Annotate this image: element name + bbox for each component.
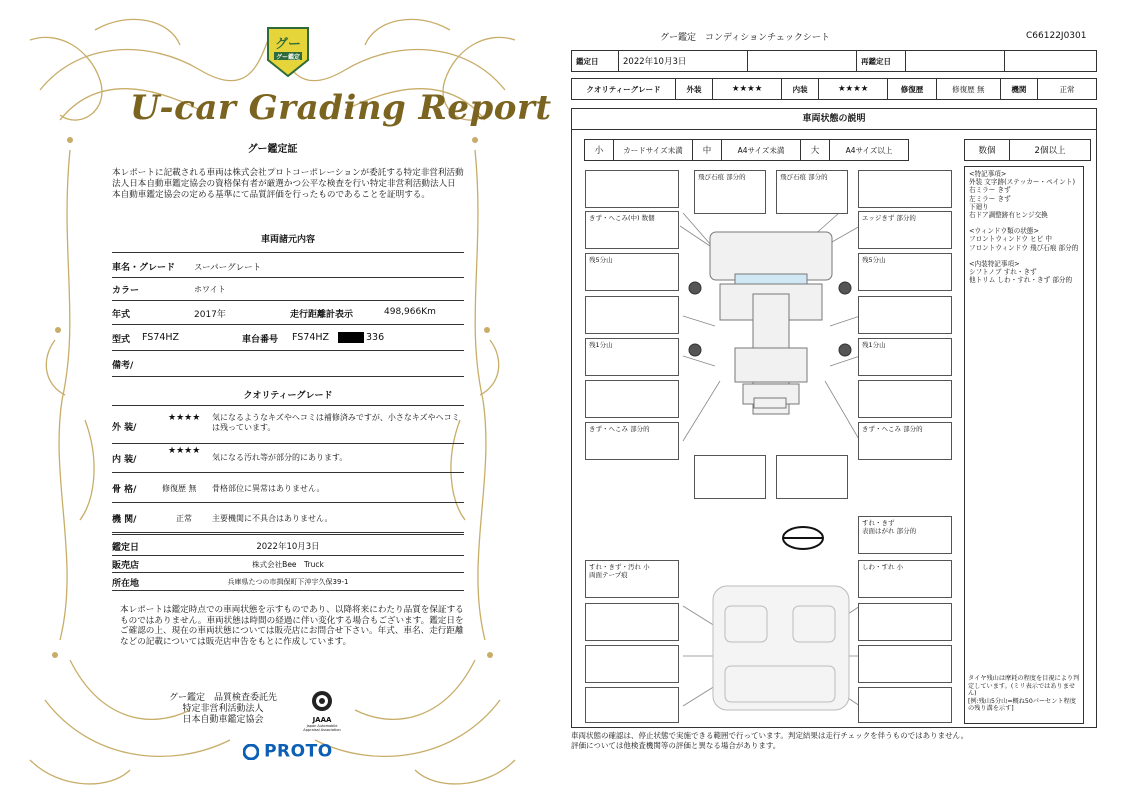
count-legend-table <box>964 139 1091 161</box>
jaaa-logo: JAAA Japan Automobile Appraisal Association <box>300 690 344 732</box>
model-row <box>112 324 464 351</box>
condition-box <box>585 380 679 418</box>
address-label: 所在地 <box>112 579 140 589</box>
grading-certificate <box>0 0 552 800</box>
engine-label: 機 関/ <box>112 515 137 525</box>
frame-row <box>112 472 464 503</box>
note-line: 他トリム しわ・すれ・きず 部分的 <box>969 276 1073 285</box>
sheet-code: C66122J0301 <box>1026 31 1087 41</box>
note-line: 左ミラー きず <box>969 194 1011 203</box>
dealer-value: 株式会社Bee Truck <box>252 560 324 569</box>
int-value: ★★★★ <box>819 79 888 100</box>
color-value: ホワイト <box>194 285 226 294</box>
condition-title: 車両状態の説明 <box>571 108 1097 130</box>
frame-value: 修復歴 無 <box>162 484 197 493</box>
engine-value: 正常 <box>176 514 192 523</box>
condition-box <box>585 687 679 723</box>
condition-box <box>585 170 679 208</box>
sheet-title: グー鑑定 コンディションチェックシート <box>660 33 830 43</box>
frame-label: 骨 格/ <box>112 485 137 495</box>
year-value: 2017年 <box>194 310 226 320</box>
condition-box: きず・へこみ 部分的 <box>858 422 952 460</box>
certificate-footer-note: 本レポートは鑑定時点での車両状態を示すものであり、以降将来にわたり品質を保証するものではありません。車両状態は時間の経過に伴い変化する場合もございます。鑑定日をご確認の上、現在の車両状態については販売店にお問合せ下さい。年式、車名、走行距離などの記載については販売店申告をもとに作成しています。 <box>120 605 464 647</box>
condition-box <box>858 170 952 208</box>
count-label: 数個 <box>965 140 1010 161</box>
year-row <box>112 300 464 325</box>
condition-box <box>858 645 952 683</box>
condition-box <box>585 645 679 683</box>
size-mid-desc: A4サイズ未満 <box>722 140 801 161</box>
note-line: <ウィンドウ類の状態> <box>969 227 1039 236</box>
condition-box <box>776 455 848 499</box>
note-line: 下廻り <box>969 202 989 211</box>
color-row <box>112 276 464 301</box>
size-small: 小 <box>585 140 614 161</box>
engine-value: 正常 <box>1038 79 1097 100</box>
condition-box: 残5分山 <box>585 253 679 291</box>
condition-box: すれ・きず 表面はがれ 部分的 <box>858 516 952 554</box>
reinspect-value <box>906 51 1005 72</box>
jaaa-emblem-icon <box>311 690 333 712</box>
year-label: 年式 <box>112 310 131 320</box>
note-line: 右ドア調整跡有ヒンジ交換 <box>969 211 1048 220</box>
proto-mark-icon <box>243 744 259 760</box>
size-mid: 中 <box>693 140 722 161</box>
proto-logo: PROTO <box>243 741 333 762</box>
frame-text: 骨格部位に異常はありません。 <box>212 484 325 493</box>
condition-box: 飛び石痕 部分的 <box>694 170 766 214</box>
certificate-intro: 本レポートに記載される車両は株式会社プロトコーポレーションが委託する特定非営利活動法人日本自動車鑑定協会の資格保有者が厳選かつ公平な検査を行い特定非営利活動法人日本自動車鑑定協会の定める基準にて品質評価を行ったものであることを証明する。 <box>112 168 464 200</box>
condition-box: 残1分山 <box>858 338 952 376</box>
interior-label: 内 装/ <box>112 455 137 465</box>
sheet-disclaimer <box>571 731 968 750</box>
condition-box: 飛び石痕 部分的 <box>776 170 848 214</box>
int-label: 内装 <box>782 79 819 100</box>
inspect-date-label: 鑑定日 <box>572 51 619 72</box>
exterior-row <box>112 405 464 444</box>
goo-appraisal-badge <box>264 26 312 78</box>
steering-wheel-icon <box>783 527 823 549</box>
condition-box <box>858 380 952 418</box>
note-line: フロントウィンドウ ヒビ 中 <box>969 235 1052 244</box>
engine-label: 機関 <box>1000 79 1037 100</box>
address-row <box>112 572 464 591</box>
condition-box: すれ・きず・汚れ 小 両面テープ痕 <box>585 560 679 598</box>
chassis-prefix: FS74HZ <box>292 332 330 343</box>
assoc-line3: 日本自動車鑑定協会 <box>182 715 264 725</box>
note-line <box>969 252 1083 260</box>
size-large-desc: A4サイズ以上 <box>830 140 909 161</box>
condition-box: しわ・すれ 小 <box>858 560 952 598</box>
remarks-label: 備考/ <box>112 361 134 371</box>
condition-box <box>585 603 679 641</box>
disclaimer-line2: 評価については他検査機関等の評価と異なる場合があります。 <box>571 740 781 750</box>
chassis-label: 車台番号 <box>242 335 279 345</box>
interior-stars: ★★★★ <box>168 446 201 456</box>
mileage-label: 走行距離計表示 <box>290 310 354 320</box>
car-name-row <box>112 252 464 278</box>
quality-grade-table <box>571 78 1097 100</box>
dealer-label: 販売店 <box>112 561 140 571</box>
size-legend-table <box>584 139 909 161</box>
size-large: 大 <box>801 140 830 161</box>
size-small-desc: カードサイズ未満 <box>614 140 693 161</box>
note-line: フロントウィンドウ 飛び石痕 部分的 <box>969 243 1079 252</box>
blank-cell <box>1005 51 1097 72</box>
association-block <box>148 693 298 726</box>
interior-row <box>112 442 464 473</box>
disclaimer-line1: 車両状態の確認は、停止状態で実施できる範囲で行っています。判定結果は走行チェックを伴うものではありません。 <box>571 731 969 740</box>
exterior-label: 外 装/ <box>112 423 137 433</box>
assoc-line1: グー鑑定 品質検査委託先 <box>168 693 277 703</box>
specs-title: 車両諸元内容 <box>260 235 315 245</box>
condition-box: 残5分山 <box>858 253 952 291</box>
chassis-suffix: 336 <box>366 332 385 343</box>
tire-note: タイヤ残山は摩耗の程度を目視により判定しています。(ミリ表示ではありません) [例:残山5分山=概ね50パーセント程度の残り溝を示す] <box>968 675 1080 713</box>
ext-value: ★★★★ <box>713 79 782 100</box>
count-value: 2個以上 <box>1010 140 1091 161</box>
reinspect-label: 再鑑定日 <box>857 51 906 72</box>
date-label: 鑑定日 <box>112 543 140 553</box>
engine-text: 主要機関に不具合はありません。 <box>212 514 333 523</box>
note-line: シフトノブ すれ・きず <box>969 268 1037 277</box>
report-title: U-car Grading Report <box>130 88 552 128</box>
condition-box: 残1分山 <box>585 338 679 376</box>
inspection-date-table <box>571 50 1097 72</box>
condition-box <box>694 455 766 499</box>
address-value: 兵庫県たつの市揖保町下沖宇久保39-1 <box>227 578 349 586</box>
condition-box <box>858 603 952 641</box>
model-label: 型式 <box>112 335 131 345</box>
blank-cell <box>748 51 857 72</box>
assoc-line2: 特定非営利活動法人 <box>182 704 264 714</box>
ext-label: 外装 <box>676 79 713 100</box>
condition-box <box>858 687 952 723</box>
repair-label: 修復歴 <box>888 79 937 100</box>
condition-box <box>585 296 679 334</box>
repair-value: 修復歴 無 <box>936 79 1000 100</box>
car-name-value: スーパーグレート <box>194 263 262 273</box>
interior-text: 気になる汚れ等が部分的にあります。 <box>212 453 348 462</box>
date-row <box>112 534 464 556</box>
note-line: 外装 文字跡(ステッカー・ペイント) <box>969 178 1076 187</box>
exterior-stars: ★★★★ <box>168 413 201 423</box>
date-value: 2022年10月3日 <box>256 542 320 552</box>
certificate-subtitle: グー鑑定証 <box>247 144 298 155</box>
inspect-date-value: 2022年10月3日 <box>619 51 748 72</box>
quality-label: クオリティーグレード <box>572 79 676 100</box>
condition-box: きず・へこみ(中) 数個 <box>585 211 679 249</box>
engine-row <box>112 502 464 533</box>
note-line: <内装特記事項> <box>969 259 1020 268</box>
color-label: カラー <box>112 286 140 296</box>
badge-label: グー鑑定 <box>275 54 300 61</box>
condition-box: きず・へこみ 部分的 <box>585 422 679 460</box>
car-name-label: 車名・グレード <box>112 263 176 273</box>
model-value: FS74HZ <box>142 332 180 343</box>
notes-list <box>969 170 1083 284</box>
dealer-row <box>112 554 464 573</box>
condition-box: エッジきず 部分的 <box>858 211 952 249</box>
svg-text:グー: グー <box>274 37 302 52</box>
chassis-redaction <box>338 332 364 343</box>
exterior-text: 気になるようなキズやヘコミは補修済みですが、小さなキズやヘコミは残っています。 <box>212 413 460 432</box>
note-line: 右ミラー きず <box>969 186 1011 195</box>
quality-title: クオリティーグレード <box>243 391 333 401</box>
remarks-row <box>112 350 464 377</box>
condition-box <box>858 296 952 334</box>
note-line: <特記事項> <box>969 170 1007 178</box>
mileage-value: 498,966Km <box>384 307 436 317</box>
